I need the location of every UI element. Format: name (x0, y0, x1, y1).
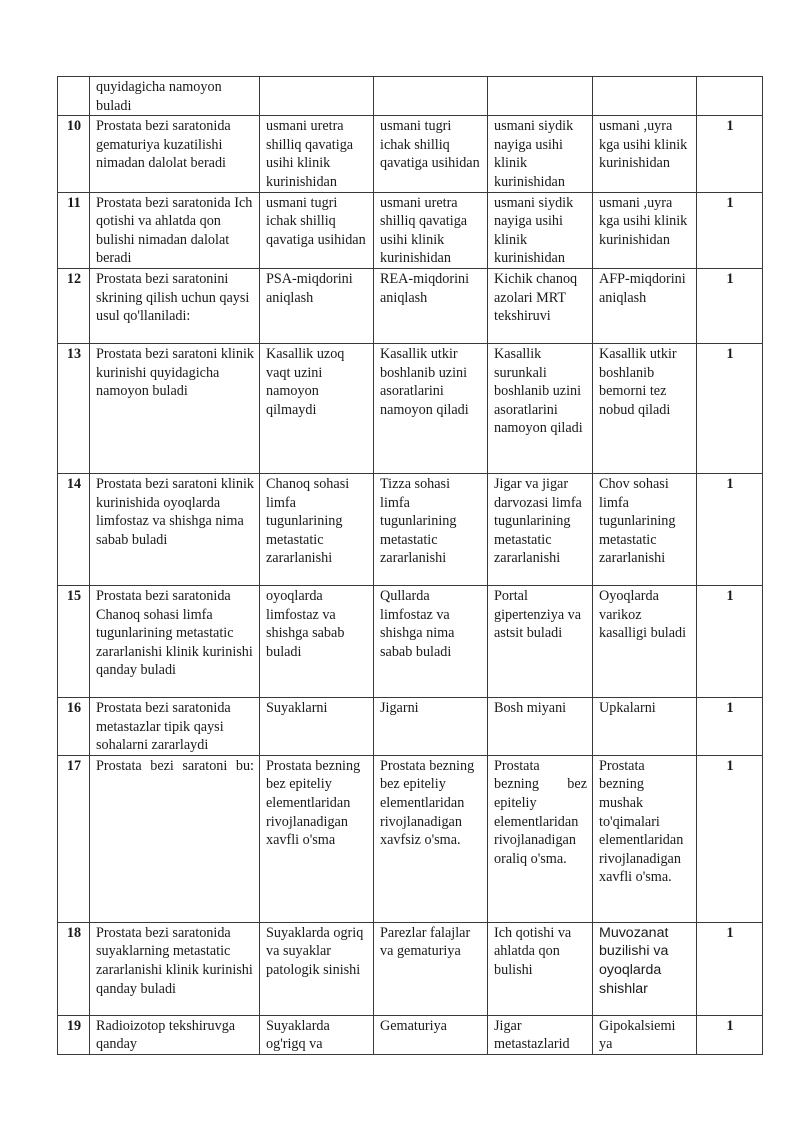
option-c: Jigar metastazlarid (488, 1015, 593, 1054)
option-b (374, 77, 488, 116)
option-a: PSA-miqdorini aniqlash (260, 268, 374, 343)
score: 1 (697, 268, 763, 343)
score: 1 (697, 922, 763, 1015)
option-c: usmani siydik nayiga usihi klinik kurinishidan (488, 192, 593, 268)
option-d: Chov sohasi limfa tugunlarining metastatic zararlanishi (593, 473, 697, 585)
table-row (58, 1015, 763, 1054)
question-number: 16 (58, 697, 90, 755)
option-d: Gipokalsiemi ya (593, 1015, 697, 1054)
option-d: Kasallik utkir boshlanib bemorni tez nobud qiladi (593, 343, 697, 473)
option-a: usmani uretra shilliq qavatiga usihi klinik kurinishidan (260, 116, 374, 192)
option-c (488, 77, 593, 116)
question-number: 11 (58, 192, 90, 268)
question-number: 18 (58, 922, 90, 1015)
option-b: usmani uretra shilliq qavatiga usihi klinik kurinishidan (374, 192, 488, 268)
option-d: usmani ,uyra kga usihi klinik kurinishidan (593, 116, 697, 192)
option-b: Jigarni (374, 697, 488, 755)
table-row (58, 343, 763, 473)
question-number: 15 (58, 585, 90, 697)
option-d: Upkalarni (593, 697, 697, 755)
option-a: Suyaklarni (260, 697, 374, 755)
option-a: Chanoq sohasi limfa tugunlarining metastatic zararlanishi (260, 473, 374, 585)
question-text: Prostata bezi saratoni klinik kurinishida oyoqlarda limfostaz va shishga nima sabab buladi (90, 473, 260, 585)
option-c: usmani siydik nayiga usihi klinik kurinishidan (488, 116, 593, 192)
option-d: usmani ,uyra kga usihi klinik kurinishidan (593, 192, 697, 268)
table-row (58, 585, 763, 697)
option-d (593, 77, 697, 116)
option-b: Prostata bezning bez epiteliy elementlaridan rivojlanadigan xavfsiz o'sma. (374, 755, 488, 922)
score (697, 77, 763, 116)
table-row (58, 755, 763, 922)
question-number: 13 (58, 343, 90, 473)
option-d: Prostata bezning mushak to'qimalari elementlaridan rivojlanadigan xavfli o'sma. (593, 755, 697, 922)
score: 1 (697, 1015, 763, 1054)
score: 1 (697, 343, 763, 473)
question-text: Prostata bezi saratonida gematuriya kuzatilishi nimadan dalolat beradi (90, 116, 260, 192)
option-b: Tizza sohasi limfa tugunlarining metastatic zararlanishi (374, 473, 488, 585)
question-text: Prostata bezi saratonida Ich qotishi va ahlatda qon bulishi nimadan dalolat beradi (90, 192, 260, 268)
question-number: 19 (58, 1015, 90, 1054)
score: 1 (697, 755, 763, 922)
question-text: Radioizotop tekshiruvga qanday (90, 1015, 260, 1054)
option-d: Muvozanat buzilishi va oyoqlarda shishlar (593, 922, 697, 1015)
table-row (58, 192, 763, 268)
score: 1 (697, 697, 763, 755)
option-b: Gematuriya (374, 1015, 488, 1054)
table-row (58, 922, 763, 1015)
option-c: Jigar va jigar darvozasi limfa tugunlarining metastatic zararlanishi (488, 473, 593, 585)
table-row (58, 697, 763, 755)
score: 1 (697, 585, 763, 697)
question-text: quyidagicha namoyon buladi (90, 77, 260, 116)
score: 1 (697, 192, 763, 268)
option-d: Oyoqlarda varikoz kasalligi buladi (593, 585, 697, 697)
option-c: Portal gipertenziya va astsit buladi (488, 585, 593, 697)
option-c: Ich qotishi va ahlatda qon bulishi (488, 922, 593, 1015)
option-b: usmani tugri ichak shilliq qavatiga usihidan (374, 116, 488, 192)
option-b: REA-miqdorini aniqlash (374, 268, 488, 343)
question-text: Prostata bezi saratonida metastazlar tipik qaysi sohalarni zararlaydi (90, 697, 260, 755)
option-c: Prostata bezning bez epiteliy elementlaridan rivojlanadigan oraliq o'sma. (488, 755, 593, 922)
option-a: Suyaklarda og'rigq va (260, 1015, 374, 1054)
option-a: usmani tugri ichak shilliq qavatiga usihidan (260, 192, 374, 268)
question-number (58, 77, 90, 116)
question-number: 17 (58, 755, 90, 922)
question-number: 10 (58, 116, 90, 192)
question-number: 14 (58, 473, 90, 585)
score: 1 (697, 116, 763, 192)
question-text: Prostata bezi saratonida Chanoq sohasi limfa tugunlarining metastatic zararlanishi klinik kurinishi qanday buladi (90, 585, 260, 697)
question-table (57, 76, 763, 1055)
question-text: Prostata bezi saratonida suyaklarning metastatic zararlanishi klinik kurinishi qanday buladi (90, 922, 260, 1015)
question-text: Prostata bezi saratoni bu: (90, 755, 260, 922)
table-row (58, 473, 763, 585)
table-row (58, 77, 763, 116)
question-number: 12 (58, 268, 90, 343)
option-a: Kasallik uzoq vaqt uzini namoyon qilmaydi (260, 343, 374, 473)
option-b: Kasallik utkir boshlanib uzini asoratlarini namoyon qiladi (374, 343, 488, 473)
option-a (260, 77, 374, 116)
option-c: Kasallik surunkali boshlanib uzini asoratlarini namoyon qiladi (488, 343, 593, 473)
question-text: Prostata bezi saratoni klinik kurinishi quyidagicha namoyon buladi (90, 343, 260, 473)
option-b: Parezlar falajlar va gematuriya (374, 922, 488, 1015)
option-a: Prostata bezning bez epiteliy elementlaridan rivojlanadigan xavfli o'sma (260, 755, 374, 922)
score: 1 (697, 473, 763, 585)
option-a: Suyaklarda ogriq va suyaklar patologik sinishi (260, 922, 374, 1015)
option-c: Kichik chanoq azolari MRT tekshiruvi (488, 268, 593, 343)
option-b: Qullarda limfostaz va shishga nima sabab buladi (374, 585, 488, 697)
option-d: AFP-miqdorini aniqlash (593, 268, 697, 343)
option-a: oyoqlarda limfostaz va shishga sabab buladi (260, 585, 374, 697)
question-text: Prostata bezi saratonini skrining qilish uchun qaysi usul qo'llaniladi: (90, 268, 260, 343)
table-row (58, 268, 763, 343)
option-c: Bosh miyani (488, 697, 593, 755)
table-row (58, 116, 763, 192)
